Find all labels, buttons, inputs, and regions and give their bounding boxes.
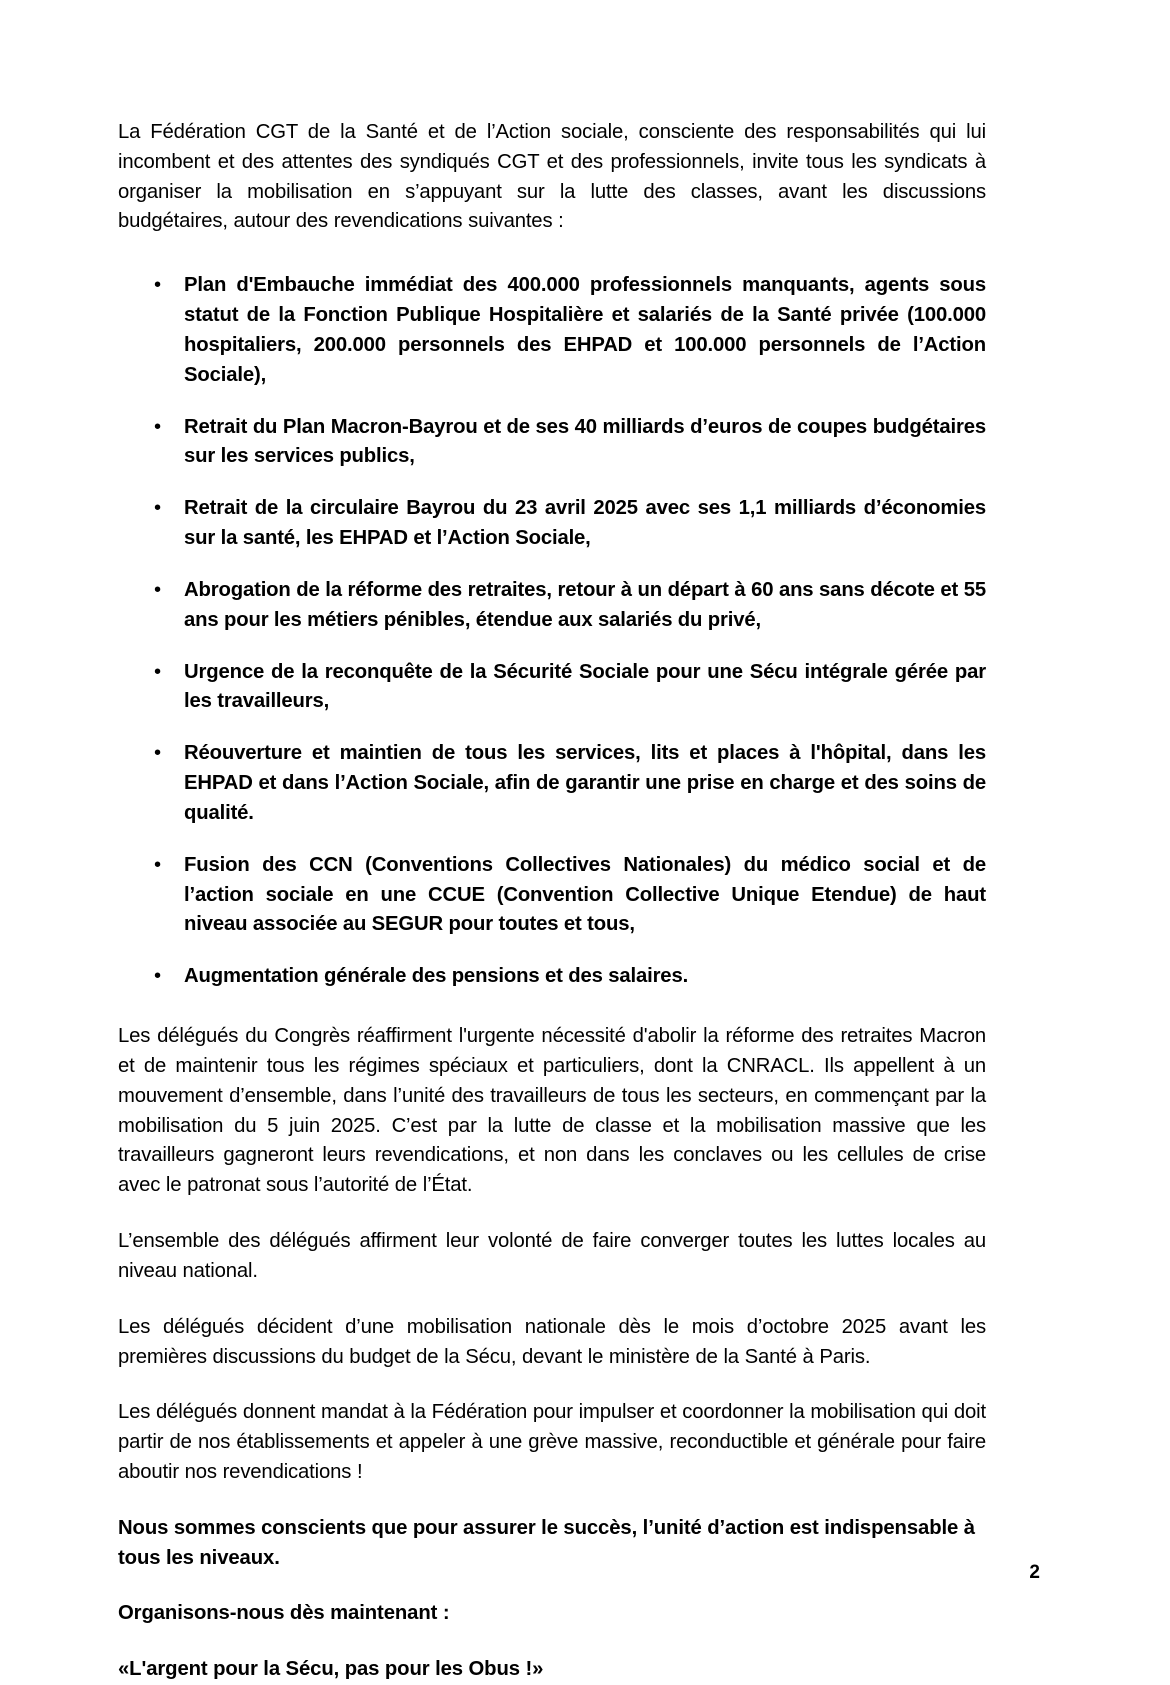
demand-text: Abrogation de la réforme des retraites, retour à un départ à 60 ans sans décote et 55 ans pour les métiers pénibles, étendue aux salariés du privé, (184, 578, 986, 631)
bullet-icon: • (154, 274, 161, 297)
page-content (118, 118, 986, 1685)
page-number: 2 (1029, 1562, 1040, 1583)
list-item (118, 962, 986, 992)
intro-paragraph: La Fédération CGT de la Santé et de l’Action sociale, consciente des responsabilités qui lui incombent et des attentes des syndiqués CGT et des professionnels, invite tous les syndicats à organiser la mobilisation en s’appuyant sur la lutte des classes, avant les discussions budgétaires, autour des revendications suivantes : (118, 121, 986, 233)
bullet-icon: • (154, 742, 161, 765)
paragraph-congres: Les délégués du Congrès réaffirment l'urgente nécessité d'abolir la réforme des retraites Macron et de maintenir tous les régimes spéciaux et particuliers, dont la CNRACL. Ils appellent à un mouvement d’ensemble, dans l’unité des travailleurs de tous les secteurs, en commençant par la mobilisation du 5 juin 2025. C’est par la lutte de classe et la mobilisation massive que les travailleurs gagneront leurs revendications, et non dans les conclaves ou les cellules de crise avec le patronat sous l’autorité de l’État. (118, 1025, 986, 1197)
bullet-icon: • (154, 578, 161, 601)
list-item (118, 851, 986, 940)
list-item (118, 494, 986, 554)
demand-text: Retrait de la circulaire Bayrou du 23 avril 2025 avec ses 1,1 milliards d’économies sur la santé, les EHPAD et l’Action Sociale, (184, 497, 986, 550)
demand-text: Augmentation générale des pensions et des salaires. (184, 965, 689, 988)
demand-text: Urgence de la reconquête de la Sécurité Sociale pour une Sécu intégrale gérée par les travailleurs, (184, 660, 986, 713)
demand-text: Réouverture et maintien de tous les services, lits et places à l'hôpital, dans les EHPAD et dans l’Action Sociale, afin de garantir une prise en charge et des soins de qualité. (184, 742, 986, 824)
list-item (118, 271, 986, 390)
paragraph-mandat: Les délégués donnent mandat à la Fédération pour impulser et coordonner la mobilisation qui doit partir de nos établissements et appeler à une grève massive, reconductible et générale pour faire aboutir nos revendications ! (118, 1401, 986, 1483)
list-item (118, 739, 986, 828)
paragraph-convergence: L’ensemble des délégués affirment leur volonté de faire converger toutes les luttes locales au niveau national. (118, 1230, 986, 1282)
bullet-icon: • (154, 415, 161, 438)
bullet-icon: • (154, 965, 161, 988)
closing-slogan: «L'argent pour la Sécu, pas pour les Obus !» (118, 1658, 544, 1681)
list-item (118, 658, 986, 718)
demands-list (118, 271, 986, 992)
closing-call-to-action: Organisons-nous dès maintenant : (118, 1602, 450, 1625)
demand-text: Plan d'Embauche immédiat des 400.000 professionnels manquants, agents sous statut de la Fonction Publique Hospitalière et salariés de la Santé privée (100.000 hospitaliers, 200.000 personnels des EHPAD et 100.000 personnels de l’Action Sociale), (184, 274, 986, 386)
closing-unity-statement: Nous sommes conscients que pour assurer le succès, l’unité d’action est indispensable à tous les niveaux. (118, 1516, 975, 1569)
demand-text: Retrait du Plan Macron-Bayrou et de ses 40 milliards d’euros de coupes budgétaires sur les services publics, (184, 415, 986, 468)
paragraph-octobre: Les délégués décident d’une mobilisation nationale dès le mois d’octobre 2025 avant les premières discussions du budget de la Sécu, devant le ministère de la Santé à Paris. (118, 1315, 986, 1368)
demand-text: Fusion des CCN (Conventions Collectives Nationales) du médico social et de l’action sociale en une CCUE (Convention Collective Unique Etendue) de haut niveau associée au SEGUR pour toutes et tous, (184, 853, 986, 936)
bullet-icon: • (154, 660, 161, 683)
bullet-icon: • (154, 497, 161, 520)
bullet-icon: • (154, 853, 161, 876)
list-item (118, 576, 986, 636)
list-item (118, 413, 986, 473)
